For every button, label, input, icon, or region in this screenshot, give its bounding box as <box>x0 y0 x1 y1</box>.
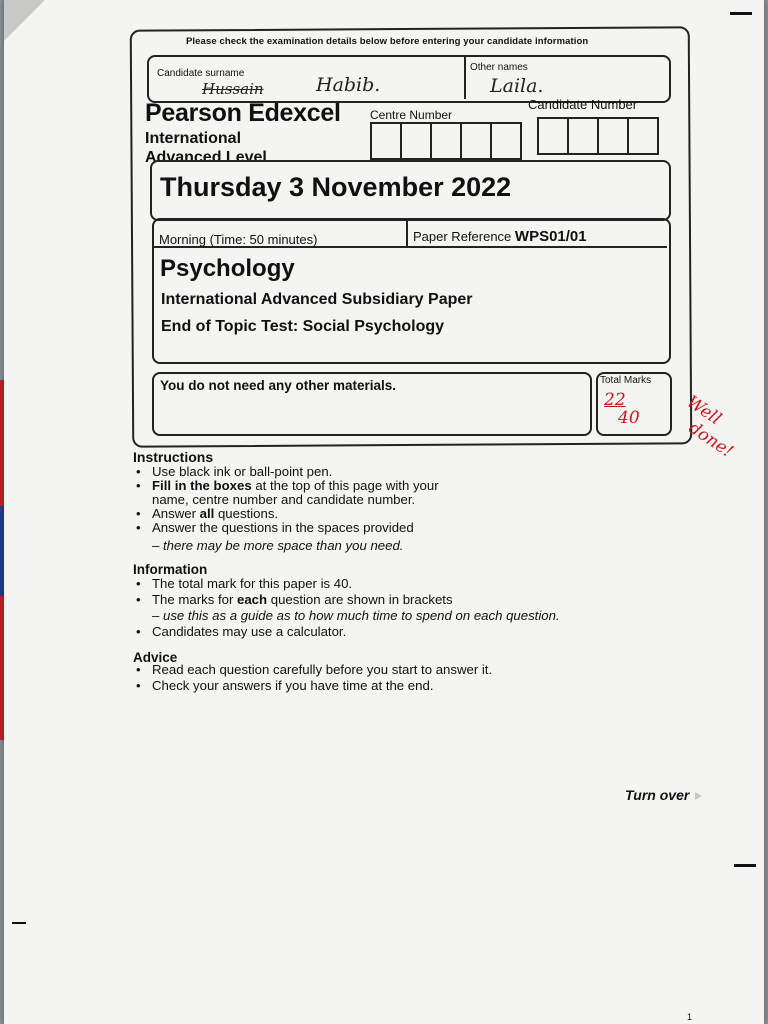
paper-reference-label: Paper Reference <box>413 229 512 244</box>
materials-note: You do not need any other materials. <box>160 378 397 393</box>
instructions-heading: Instructions <box>133 449 214 465</box>
centre-digit-box[interactable] <box>490 122 522 160</box>
candidate-digit-box[interactable] <box>537 117 569 155</box>
candidate-number-boxes[interactable] <box>539 117 659 155</box>
candidate-digit-box[interactable] <box>597 117 629 155</box>
paper-header-divider <box>406 220 408 248</box>
margin-mark <box>730 12 752 15</box>
exam-session: Morning (Time: 50 minutes) <box>159 232 318 247</box>
list-item: • Fill in the boxes at the top of this page with your name, centre number and candidate number. <box>133 479 653 507</box>
teacher-comment-line-1: Well <box>682 392 725 430</box>
list-item: • Answer all questions. <box>133 507 653 521</box>
list-item: • Candidates may use a calculator. <box>133 625 693 639</box>
topic-label: End of Topic Test: <box>161 318 299 335</box>
topic-line <box>161 318 444 336</box>
list-item: • Answer the questions in the spaces provided – there may be more space than you need. <box>133 521 653 553</box>
centre-digit-box[interactable] <box>400 122 432 160</box>
crossed-out-surname: Hussain <box>202 80 264 98</box>
advice-heading: Advice <box>133 650 178 665</box>
paper-reference <box>413 228 587 245</box>
candidate-digit-box[interactable] <box>567 117 599 155</box>
marks-total: 40 <box>618 408 640 428</box>
exam-front-page <box>4 0 764 1024</box>
list-item: • Use black ink or ball-point pen. <box>133 465 653 479</box>
marks-awarded: 22 <box>604 390 626 410</box>
check-details-note: Please check the examination details below before entering your candidate information <box>186 36 589 47</box>
name-box-divider <box>464 55 466 99</box>
subject-title: Psychology <box>160 255 295 282</box>
information-heading: Information <box>133 562 208 577</box>
page-number: 1 <box>687 1012 693 1022</box>
turn-over-arrow-icon <box>695 792 702 800</box>
centre-digit-box[interactable] <box>430 122 462 160</box>
other-names-value: Laila. <box>490 75 544 97</box>
list-item: • The total mark for this paper is 40. <box>133 577 693 591</box>
turn-over: Turn over <box>625 787 702 803</box>
candidate-digit-box[interactable] <box>627 117 659 155</box>
other-names-label: Other names <box>470 62 528 73</box>
centre-digit-box[interactable] <box>370 122 402 160</box>
exam-date: Thursday 3 November 2022 <box>160 172 512 202</box>
folded-corner <box>4 0 44 50</box>
paper-title: International Advanced Subsidiary Paper <box>161 291 473 308</box>
list-item: • Read each question carefully before you start to answer it. <box>133 663 653 677</box>
total-marks-label: Total Marks <box>600 375 652 386</box>
advice-list <box>133 663 653 693</box>
list-item: • The marks for each question are shown in brackets – use this as a guide as to how much time to spend on each question. <box>133 593 693 623</box>
candidate-surname-value: Habib. <box>316 74 381 96</box>
exam-board-name: Pearson Edexcel <box>145 99 341 127</box>
teacher-comment-line-2: done! <box>684 418 737 462</box>
centre-number-label: Centre Number <box>370 108 453 122</box>
qualification-line-1: International <box>145 130 242 147</box>
candidate-surname-label: Candidate surname <box>157 68 245 79</box>
paper-reference-code: WPS01/01 <box>514 228 587 245</box>
topic-name: Social Psychology <box>302 318 445 335</box>
candidate-number-label: Candidate Number <box>528 97 638 112</box>
margin-mark <box>734 864 756 867</box>
margin-mark <box>12 922 26 924</box>
instructions-list <box>133 465 653 553</box>
information-list <box>133 577 693 639</box>
centre-number-boxes[interactable] <box>372 122 522 160</box>
centre-digit-box[interactable] <box>460 122 492 160</box>
list-item: • Check your answers if you have time at the end. <box>133 679 653 693</box>
qualification-line-2: Advanced Level <box>145 149 267 166</box>
